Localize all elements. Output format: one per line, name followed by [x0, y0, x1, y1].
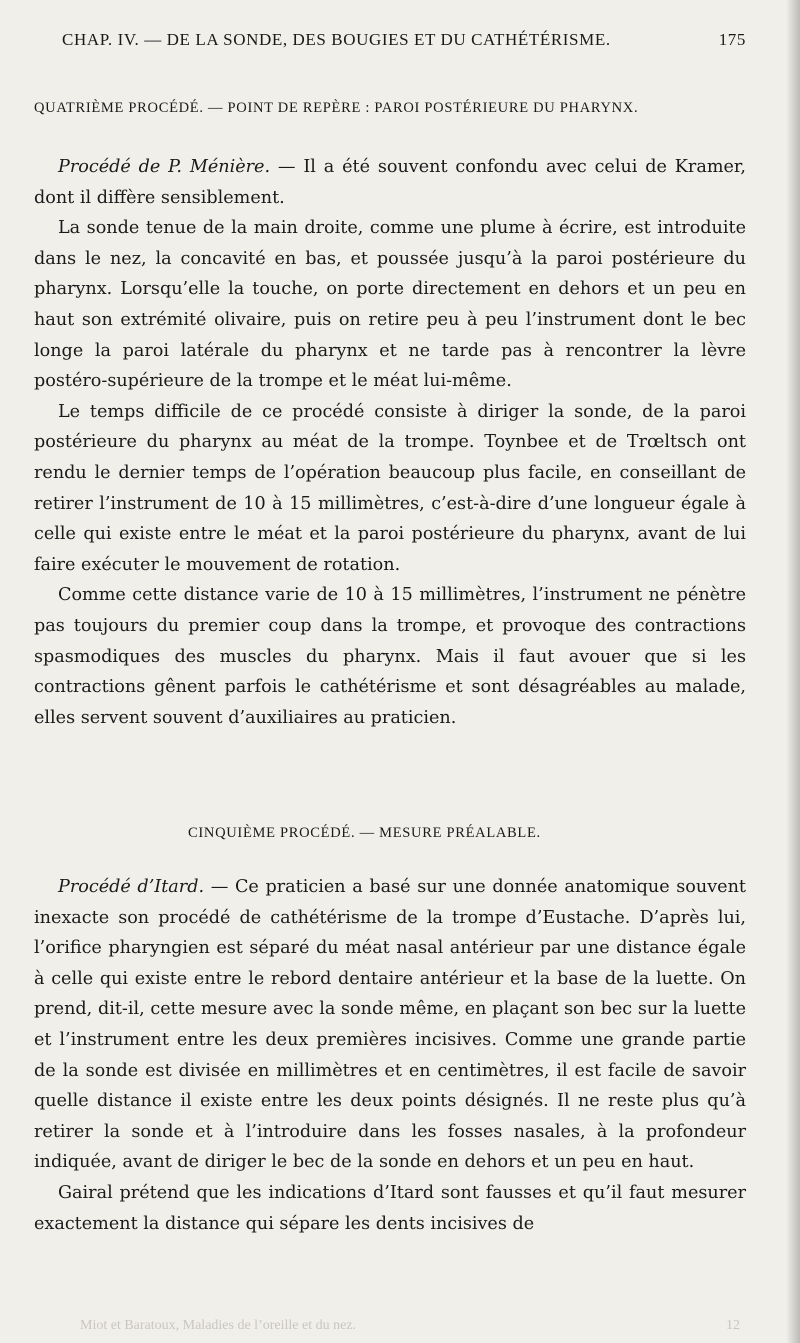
page-number: 175 [718, 30, 746, 49]
section-heading-5: CINQUIÈME PROCÉDÉ. — MESURE PRÉALABLE. [188, 825, 541, 841]
procedure-name: Procédé de P. Ménière. [58, 157, 271, 177]
paragraph: Procédé de P. Ménière. — Il a été souvent confondu avec celui de Kramer, dont il diffère sensiblement. [34, 157, 746, 208]
footer-signature: Miot et Baratoux, Maladies de l’oreille et du nez. [80, 1318, 357, 1333]
page-edge-shadow [786, 0, 800, 1343]
paragraph: Gairal prétend que les indications d’Itard sont fausses et qu’il faut mesurer exactement la distance qui sépare les dents incisives de [34, 1182, 746, 1234]
section-4-body [34, 152, 746, 733]
section-5-body [34, 872, 746, 1239]
paragraph: La sonde tenue de la main droite, comme une plume à écrire, est introduite dans le nez, la concavité en bas, et poussée jusqu’à la paroi postérieure du pharynx. Lorsqu’elle la touche, on porte directement en dehors et un peu en haut son extrémité olivaire, puis on retire peu à peu l’instrument dont le bec longe la paroi latérale du pharynx et ne tarde pas à rencontrer la lèvre postéro-supérieure de la trompe et le méat lui-même. [34, 218, 746, 392]
running-header [62, 30, 746, 50]
page-footer [80, 1318, 740, 1334]
paragraph: Comme cette distance varie de 10 à 15 millimètres, l’instrument ne pénètre pas toujours du premier coup dans la trompe, et provoque des contractions spasmodiques des muscles du pharynx. Mais il faut avouer que si les contractions gênent parfois le cathétérisme et sont désagréables au malade, elles servent souvent d’auxiliaires au praticien. [34, 585, 746, 728]
paragraph: Le temps difficile de ce procédé consiste à diriger la sonde, de la paroi postérieure du pharynx au méat de la trompe. Toynbee et de Trœltsch ont rendu le dernier temps de l’opération beaucoup plus facile, en conseillant de retirer l’instrument de 10 à 15 millimètres, c’est-à-dire d’une longueur égale à celle qui existe entre le méat et la paroi postérieure du pharynx, avant de lui faire exécuter le mouvement de rotation. [34, 401, 746, 575]
procedure-name: Procédé d’Itard. [58, 877, 205, 897]
paragraph: Procédé d’Itard. — Ce praticien a basé sur une donnée anatomique souvent inexacte son procédé de cathétérisme de la trompe d’Eustache. D’après lui, l’orifice pharyngien est séparé du méat nasal antérieur par une distance égale à celle qui existe entre le rebord dentaire antérieur et la base de la luette. On prend, dit-il, cette mesure avec la sonde même, en plaçant son bec sur la luette et l’instrument entre les deux premières incisives. Comme une grande partie de la sonde est divisée en millimètres et en centimètres, il est facile de savoir quelle distance il existe entre les deux points désignés. Il ne reste plus qu’à retirer la sonde et à l’introduire dans les fosses nasales, à la profondeur indiquée, avant de diriger le bec de la sonde en dehors et un peu en haut. [34, 877, 746, 1173]
section-heading-4: QUATRIÈME PROCÉDÉ. — POINT DE REPÈRE : PAROI POSTÉRIEURE DU PHARYNX. [34, 100, 639, 116]
running-title: CHAP. IV. — DE LA SONDE, DES BOUGIES ET DU CATHÉTÉRISME. [62, 30, 611, 49]
signature-number: 12 [726, 1318, 740, 1333]
